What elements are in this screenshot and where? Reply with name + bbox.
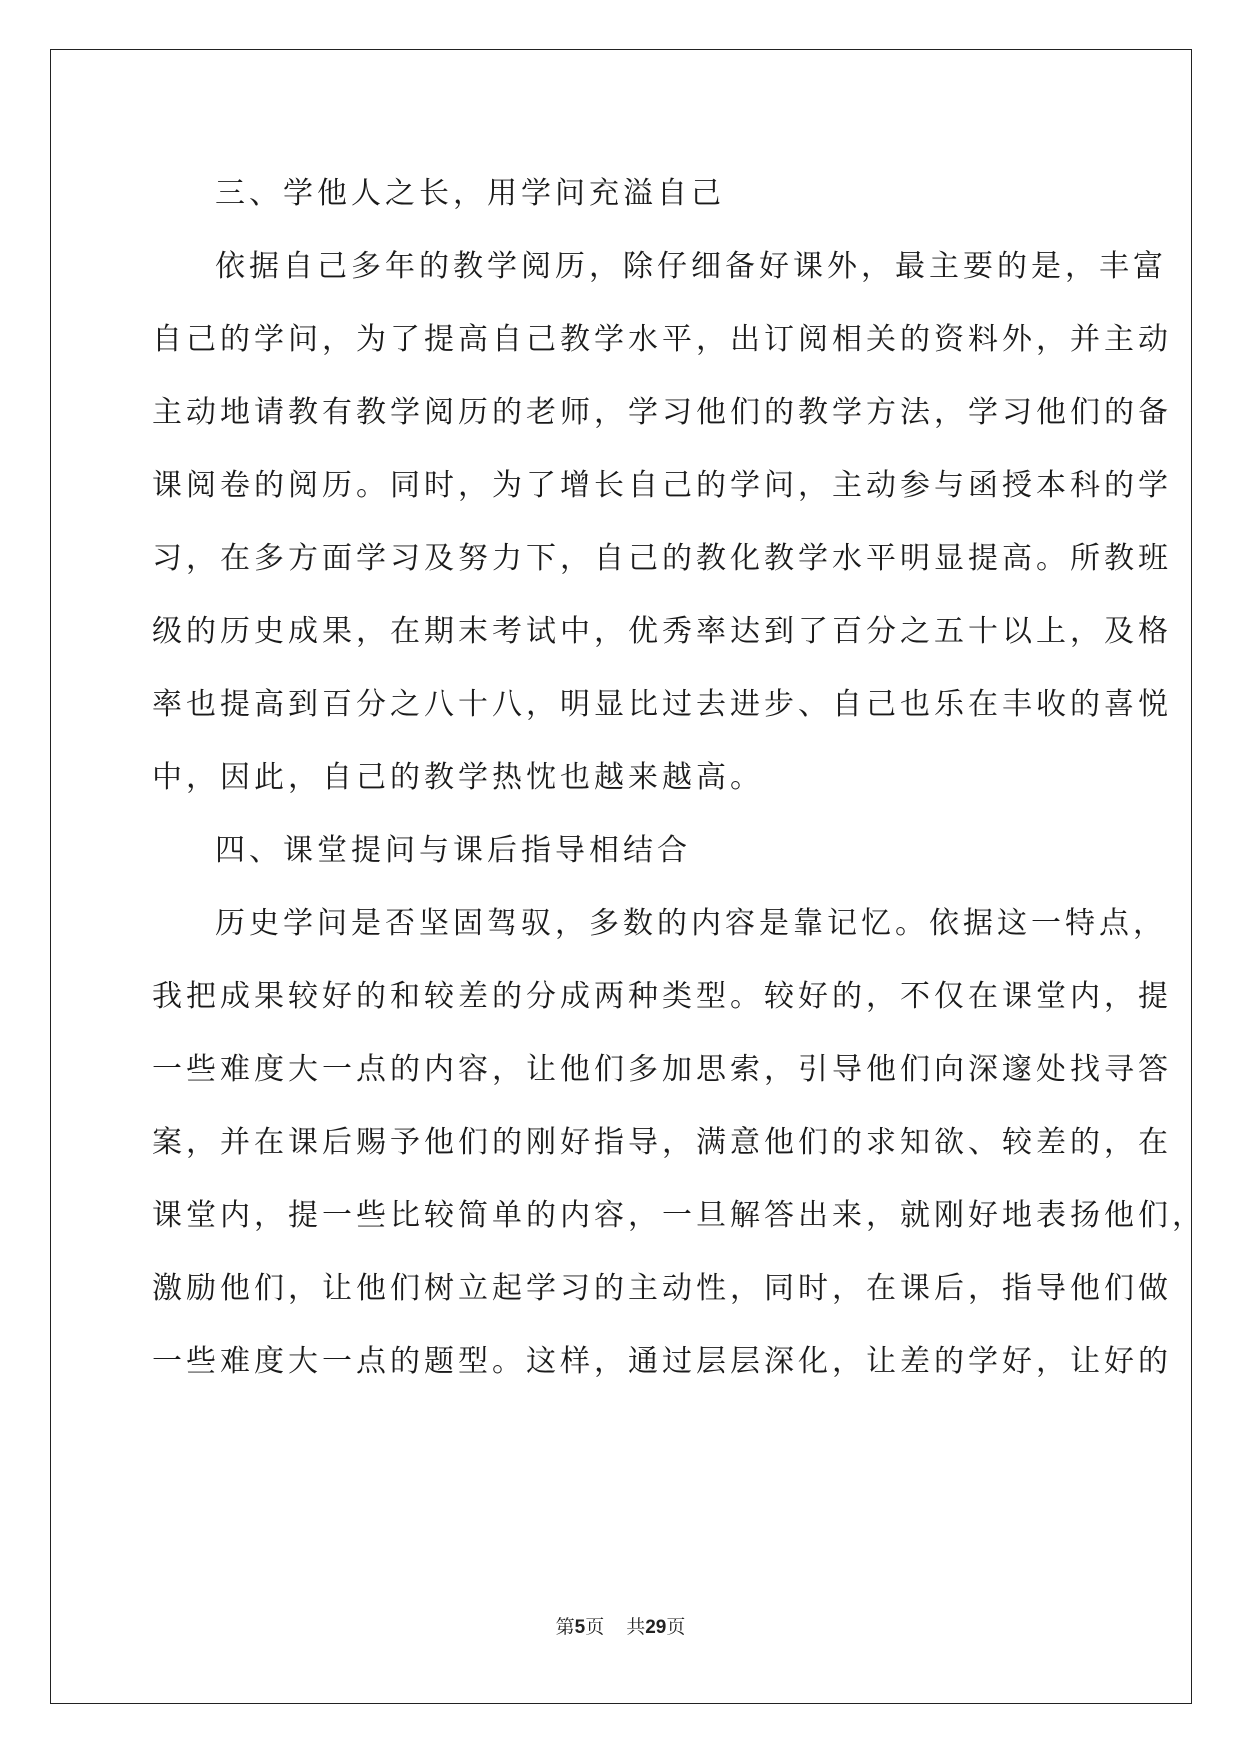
section-heading: 三、学他人之长，用学问充溢自己: [215, 176, 725, 211]
paragraph-line: 案，并在课后赐予他们的刚好指导，满意他们的求知欲、较差的，在: [152, 1125, 1172, 1160]
page-prefix: 第: [555, 1616, 575, 1638]
paragraph-line: 激励他们，让他们树立起学习的主动性，同时，在课后，指导他们做: [152, 1271, 1172, 1306]
paragraph-line: 课阅卷的阅历。同时，为了增长自己的学问，主动参与函授本科的学: [152, 468, 1172, 503]
total-prefix: 共: [626, 1616, 646, 1638]
page-suffix: 页: [585, 1616, 605, 1638]
section-heading: 四、课堂提问与课后指导相结合: [215, 833, 691, 868]
paragraph-line: 一些难度大一点的内容，让他们多加思索，引导他们向深邃处找寻答: [152, 1052, 1172, 1087]
paragraph-line: 习，在多方面学习及努力下，自己的教化教学水平明显提高。所教班: [152, 541, 1172, 576]
paragraph-line: 依据自己多年的教学阅历，除仔细备好课外，最主要的是，丰富: [215, 249, 1167, 284]
total-pages: 29: [645, 1617, 667, 1638]
paragraph-line: 自己的学问，为了提高自己教学水平，出订阅相关的资料外，并主动: [152, 322, 1172, 357]
paragraph-line: 历史学问是否坚固驾驭，多数的内容是靠记忆。依据这一特点，: [215, 906, 1167, 941]
page-footer: [0, 1612, 1241, 1639]
paragraph-line: 课堂内，提一些比较简单的内容，一旦解答出来，就刚好地表扬他们，: [152, 1198, 1206, 1233]
total-suffix: 页: [666, 1616, 686, 1638]
paragraph-line: 中，因此，自己的教学热忱也越来越高。: [152, 760, 764, 795]
paragraph-line: 我把成果较好的和较差的分成两种类型。较好的，不仅在课堂内，提: [152, 979, 1172, 1014]
document-body: [152, 157, 1206, 1398]
paragraph-line: 一些难度大一点的题型。这样，通过层层深化，让差的学好，让好的: [152, 1344, 1172, 1379]
page-number: 5: [574, 1617, 586, 1638]
paragraph-line: 级的历史成果，在期末考试中，优秀率达到了百分之五十以上，及格: [152, 614, 1172, 649]
paragraph-line: 主动地请教有教学阅历的老师，学习他们的教学方法，学习他们的备: [152, 395, 1172, 430]
paragraph-line: 率也提高到百分之八十八，明显比过去进步、自己也乐在丰收的喜悦: [152, 687, 1172, 722]
